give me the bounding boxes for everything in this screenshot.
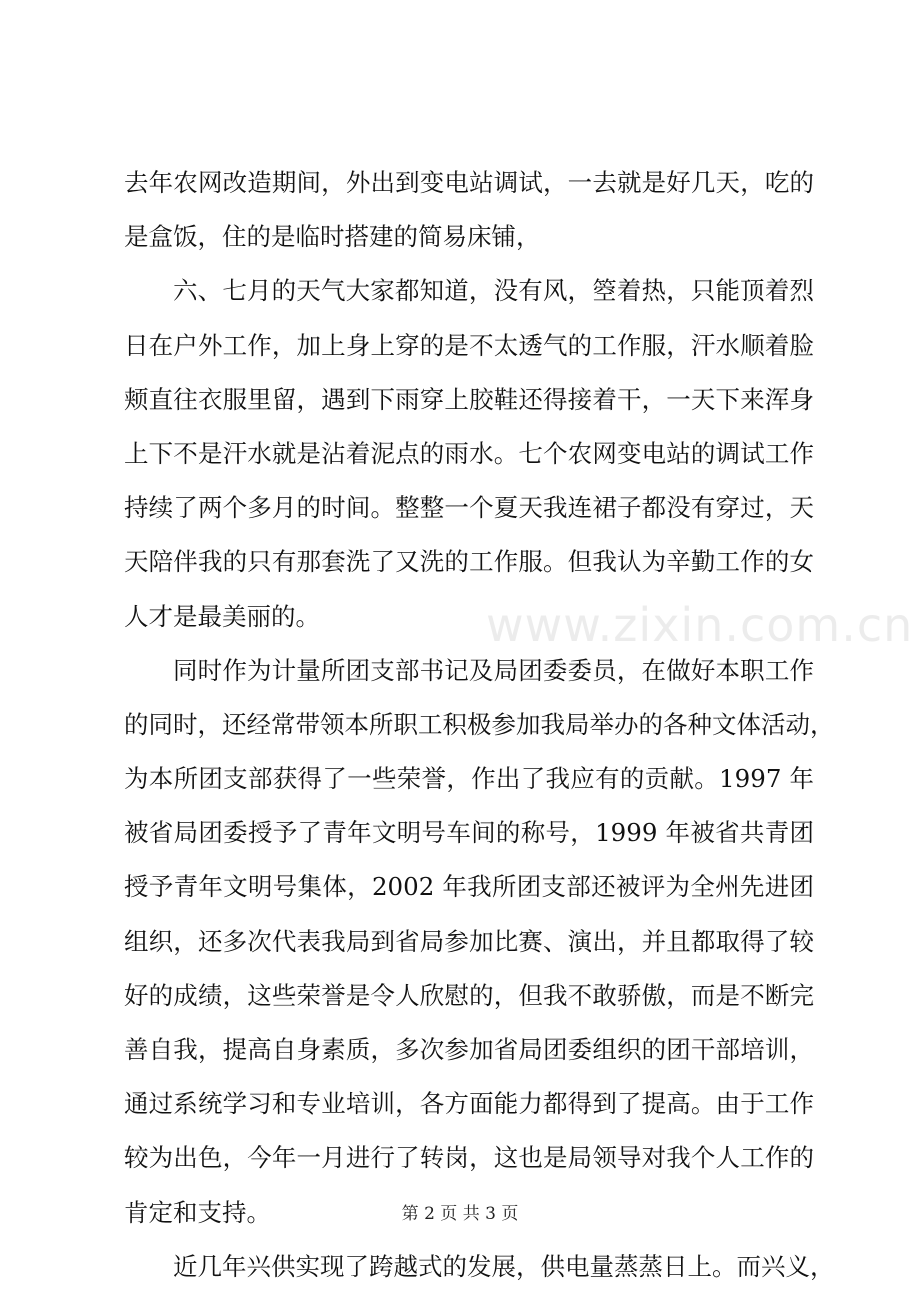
text-line: 好的成绩，这些荣誉是令人欣慰的，但我不敢骄傲，而是不断完 — [124, 980, 814, 1010]
page-footer: 第 2 页 共 3 页 — [401, 1204, 519, 1224]
text-line: 的同时，还经常带领本所职工积极参加我局举办的各种文体活动， — [124, 709, 835, 739]
text-line: 肯定和支持。 — [124, 1197, 271, 1227]
text-line: 上下不是汗水就是沾着泥点的雨水。七个农网变电站的调试工作 — [124, 438, 814, 468]
text-line: 组织，还多次代表我局到省局参加比赛、演出，并且都取得了较 — [124, 926, 814, 956]
text-line: 人才是最美丽的。 — [124, 601, 320, 631]
text-line: 颊直往衣服里留，遇到下雨穿上胶鞋还得接着干，一天下来浑身 — [124, 384, 814, 414]
text-line: 持续了两个多月的时间。整整一个夏天我连裙子都没有穿过，天 — [124, 493, 814, 523]
text-line: 较为出色，今年一月进行了转岗，这也是局领导对我个人工作的 — [124, 1143, 814, 1173]
text-line: 去年农网改造期间，外出到变电站调试，一去就是好几天，吃的 — [124, 168, 814, 197]
paragraph-first-line: 近几年兴供实现了跨越式的发展，供电量蒸蒸日上。而兴义， — [173, 1251, 835, 1281]
text-line: 通过系统学习和专业培训，各方面能力都得到了提高。由于工作 — [124, 1089, 814, 1119]
document-body — [124, 156, 835, 1294]
text-line: 为本所团支部获得了一些荣誉，作出了我应有的贡献。1997 年 — [124, 764, 814, 794]
paragraph-first-line: 同时作为计量所团支部书记及局团委委员，在做好本职工作 — [173, 655, 814, 685]
text-line: 日在户外工作，加上身上穿的是不太透气的工作服，汗水顺着脸 — [124, 330, 814, 360]
text-line: 天陪伴我的只有那套洗了又洗的工作服。但我认为辛勤工作的女 — [124, 547, 814, 577]
paragraph-first-line: 六、七月的天气大家都知道，没有风，箜着热，只能顶着烈 — [173, 276, 814, 306]
text-line: 善自我，提高自身素质，多次参加省局团委组织的团干部培训， — [124, 1035, 814, 1064]
text-line: 被省局团委授予了青年文明号车间的称号，1999 年被省共青团 — [124, 818, 814, 848]
text-line: 授予青年文明号集体，2002 年我所团支部还被评为全州先进团 — [124, 872, 814, 902]
watermark: www.zixin.com.cn — [486, 598, 914, 652]
text-line: 是盒饭，住的是临时搭建的简易床铺， — [124, 222, 541, 252]
